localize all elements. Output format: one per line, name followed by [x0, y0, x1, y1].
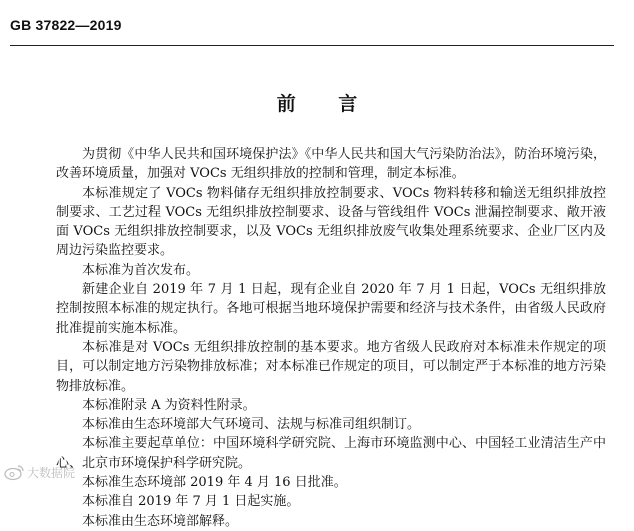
paragraph-approval: 本标准生态环境部 2019 年 4 月 16 日批准。: [82, 475, 347, 491]
paragraph-basic-requirements: 本标准是对 VOCs 无组织排放控制的基本要求。地方省级人民政府对本标准未作规定的项目，可以制定地方污染物排放标准；对本标准已作规定的项目，可以制定严于本标准的地方污染物排放标准。: [56, 339, 606, 394]
paragraph-scope: 本标准规定了 VOCs 物料储存无组织排放控制要求、VOCs 物料转移和输送无组织排放控制要求、工艺过程 VOCs 无组织排放控制要求、设备与管线组件 VOCs 泄漏控制要求、敞开液面 VOCs 无组织排放控制要求，以及 VOCs 无组织排放废气收集处理系统要求、企业厂区内及周边污染监控要求。: [56, 185, 606, 259]
paragraph-effective-dates: 新建企业自 2019 年 7 月 1 日起，现有企业自 2020 年 7 月 1 日起，VOCs 无组织排放控制按照本标准的规定执行。各地可根据当地环境保护需要和经济与技术条件，由省级人民政府批准提前实施本标准。: [56, 282, 606, 336]
watermark-text: 大数据院: [27, 465, 76, 480]
paragraph-drafters: 本标准主要起草单位：中国环境科学研究院、上海市环境监测中心、中国轻工业清洁生产中心、北京市环境保护科学研究院。: [56, 436, 606, 471]
paragraph-appendix: 本标准附录 A 为资料性附录。: [82, 397, 256, 413]
header-divider: [10, 45, 614, 46]
paragraph-organizer: 本标准由生态环境部大气环境司、法规与标准司组织制订。: [82, 417, 421, 433]
paragraph-interpretation: 本标准由生态环境部解释。: [82, 513, 239, 529]
watermark: [3, 463, 75, 481]
paragraph-implementation: 本标准自 2019 年 7 月 1 日起实施。: [82, 494, 300, 510]
standard-code: GB 37822—2019: [10, 17, 122, 33]
weibo-logo-icon: [3, 463, 25, 481]
preface-body: [56, 145, 606, 531]
paragraph-purpose: 为贯彻《中华人民共和国环境保护法》《中华人民共和国大气污染防治法》，防治环境污染，改善环境质量，加强对 VOCs 无组织排放的控制和管理，制定本标准。: [56, 147, 606, 182]
page-title: 前 言: [276, 93, 376, 115]
paragraph-first-release: 本标准为首次发布。: [82, 262, 200, 278]
